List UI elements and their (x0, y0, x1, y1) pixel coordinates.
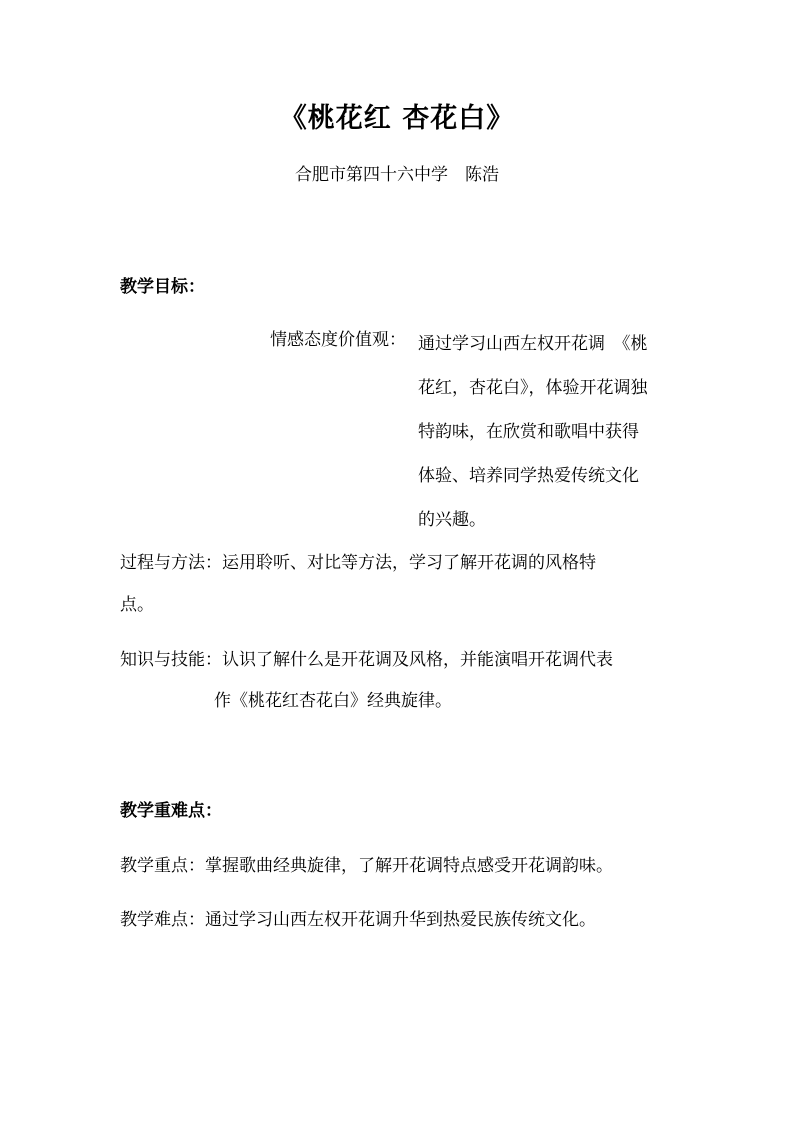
knowledge-skill-line-continued: 作《桃花红杏花白》经典旋律。 (214, 691, 452, 711)
emotion-line: 通过学习山西左权开花调 《桃 (418, 334, 648, 354)
objectives-heading: 教学目标： (120, 277, 205, 297)
process-method-line-continued: 点。 (120, 595, 154, 615)
emotion-line: 的兴趣。 (418, 510, 486, 530)
author-line: 合肥市第四十六中学 陈浩 (295, 165, 499, 185)
emotion-line: 体验、培养同学热爱传统文化 (418, 466, 639, 486)
document-title: 《桃花红 杏花白》 (279, 103, 515, 134)
emotion-body (418, 322, 678, 542)
emotion-label: 情感态度价值观： (270, 330, 406, 350)
teaching-difficulty-line: 教学难点：通过学习山西左权开花调升华到热爱民族传统文化。 (120, 910, 596, 930)
key-points-heading: 教学重难点： (120, 801, 222, 821)
emotion-line: 特韵味，在欣赏和歌唱中获得 (418, 422, 639, 442)
emotion-line: 花红，杏花白》，体验开花调独 (418, 378, 648, 398)
knowledge-skill-line: 知识与技能：认识了解什么是开花调及风格，并能演唱开花调代表 (120, 650, 613, 670)
teaching-focus-line: 教学重点：掌握歌曲经典旋律，了解开花调特点感受开花调韵味。 (120, 856, 613, 876)
process-method-line: 过程与方法：运用聆听、对比等方法，学习了解开花调的风格特 (120, 553, 596, 573)
